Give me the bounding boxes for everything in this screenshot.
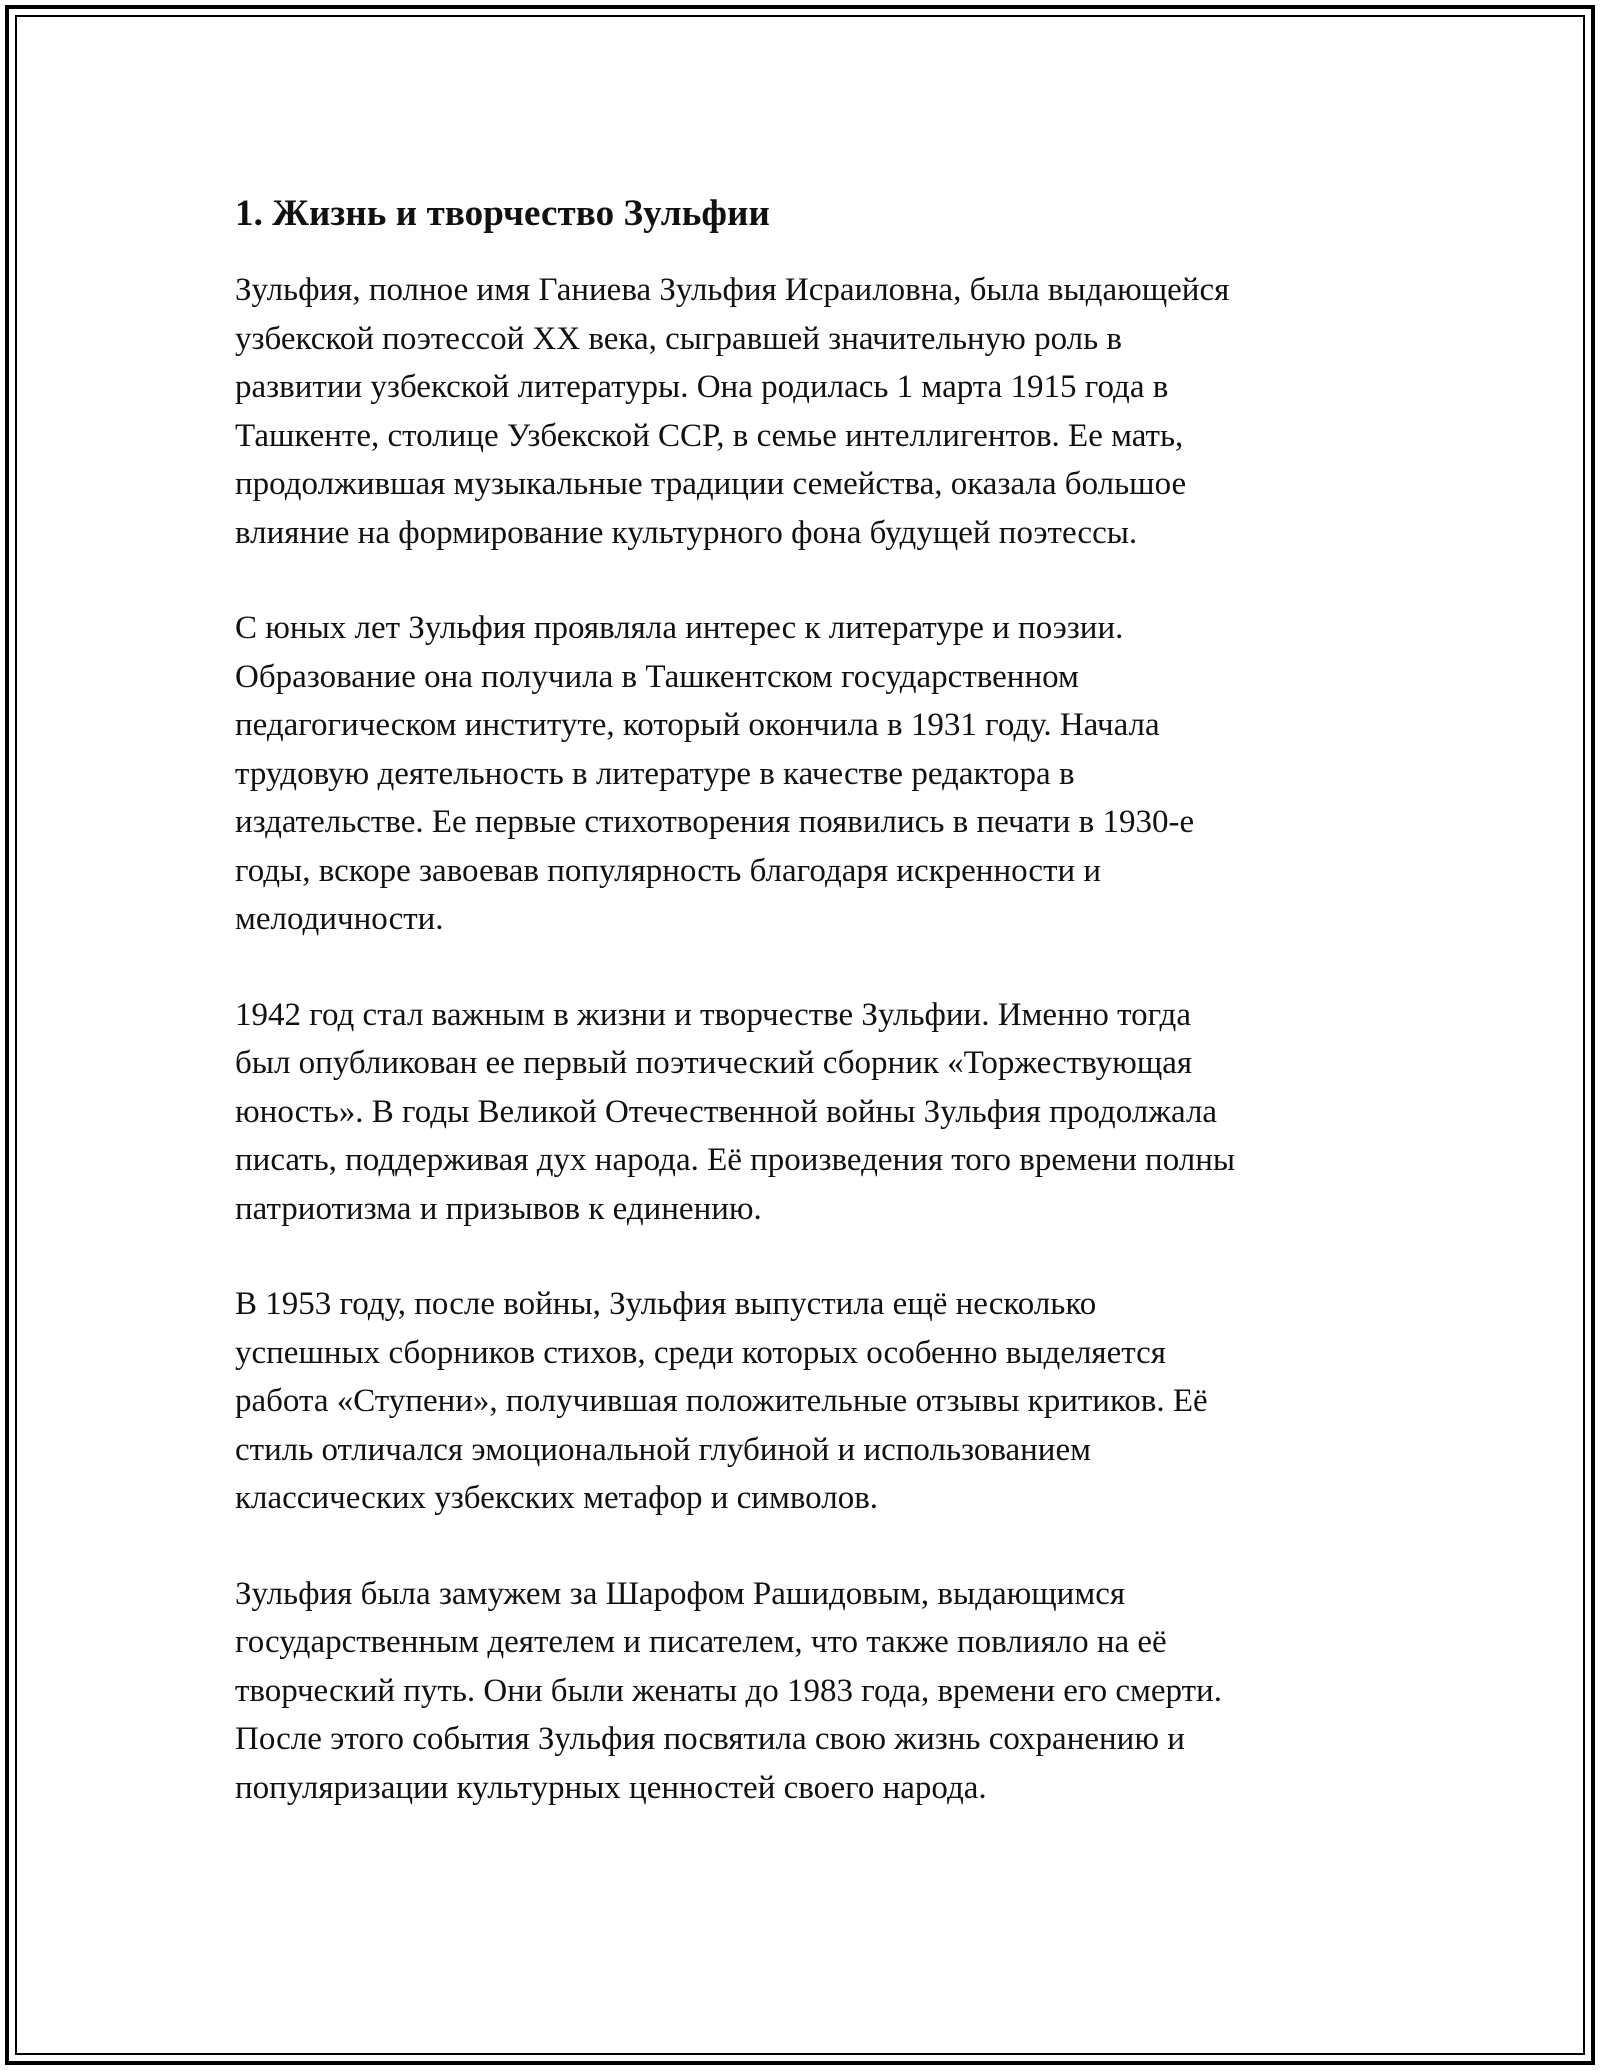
section-title: 1. Жизнь и творчество Зульфии	[235, 193, 770, 234]
text-line: годы, вскоре завоевав популярность благодаря искренности и	[235, 852, 1102, 889]
text-line: был опубликован ее первый поэтический сборник «Торжествующая	[235, 1045, 1193, 1081]
text-line: влияние на формирование культурного фона будущей поэтессы.	[235, 514, 1138, 551]
text-line: В 1953 году, после войны, Зульфия выпустила ещё несколько	[235, 1286, 1097, 1322]
text-line: патриотизма и призывов к единению.	[235, 1190, 762, 1227]
text-line: развитии узбекской литературы. Она родилась 1 марта 1915 года в	[235, 369, 1169, 405]
paragraph-3	[235, 991, 1365, 1234]
text-line: Образование она получила в Ташкентском государственном	[235, 658, 1079, 695]
text-line: После этого события Зульфия посвятила свою жизнь сохранению и	[235, 1721, 1185, 1757]
text-line: писать, поддерживая дух народа. Её произведения того времени полны	[235, 1142, 1236, 1178]
text-line: мелодичности.	[235, 901, 444, 937]
paragraph-2	[235, 604, 1365, 944]
text-line: С юных лет Зульфия проявляла интерес к литературе и поэзии.	[235, 610, 1124, 646]
text-line: творческий путь. Они были женаты до 1983 года, времени его смерти.	[235, 1672, 1222, 1709]
paragraph-4	[235, 1280, 1365, 1523]
text-line: продолжившая музыкальные традиции семейства, оказала большое	[235, 466, 1187, 502]
text-line: работа «Ступени», получившая положительные отзывы критиков. Её	[235, 1383, 1208, 1419]
text-line: юность». В годы Великой Отечественной войны Зульфия продолжала	[235, 1093, 1218, 1130]
text-line: Ташкенте, столице Узбекской ССР, в семье интеллигентов. Ее мать,	[235, 417, 1184, 454]
text-line: Зульфия была замужем за Шарофом Рашидовым, выдающимся	[235, 1575, 1126, 1612]
text-line: успешных сборников стихов, среди которых особенно выделяется	[235, 1334, 1166, 1371]
text-line: стиль отличался эмоциональной глубиной и использованием	[235, 1431, 1091, 1468]
text-line: издательстве. Ее первые стихотворения появились в печати в 1930-е	[235, 804, 1195, 840]
paragraph-5	[235, 1570, 1365, 1813]
text-line: государственным деятелем и писателем, что также повлияло на её	[235, 1624, 1167, 1660]
text-line: 1942 год стал важным в жизни и творчестве Зульфии. Именно тогда	[235, 996, 1191, 1033]
text-line: педагогическом институте, который окончила в 1931 году. Начала	[235, 707, 1160, 743]
text-line: популяризации культурных ценностей своего народа.	[235, 1769, 987, 1806]
text-line: узбекской поэтессой XX века, сыгравшей значительную роль в	[235, 320, 1123, 357]
text-line: Зульфия, полное имя Ганиева Зульфия Исраиловна, была выдающейся	[235, 272, 1230, 308]
text-line: классических узбекских метафор и символов.	[235, 1480, 879, 1516]
paragraph-1	[235, 266, 1365, 557]
text-line: трудовую деятельность в литературе в качестве редактора в	[235, 755, 1075, 792]
document-body	[235, 188, 1365, 1859]
